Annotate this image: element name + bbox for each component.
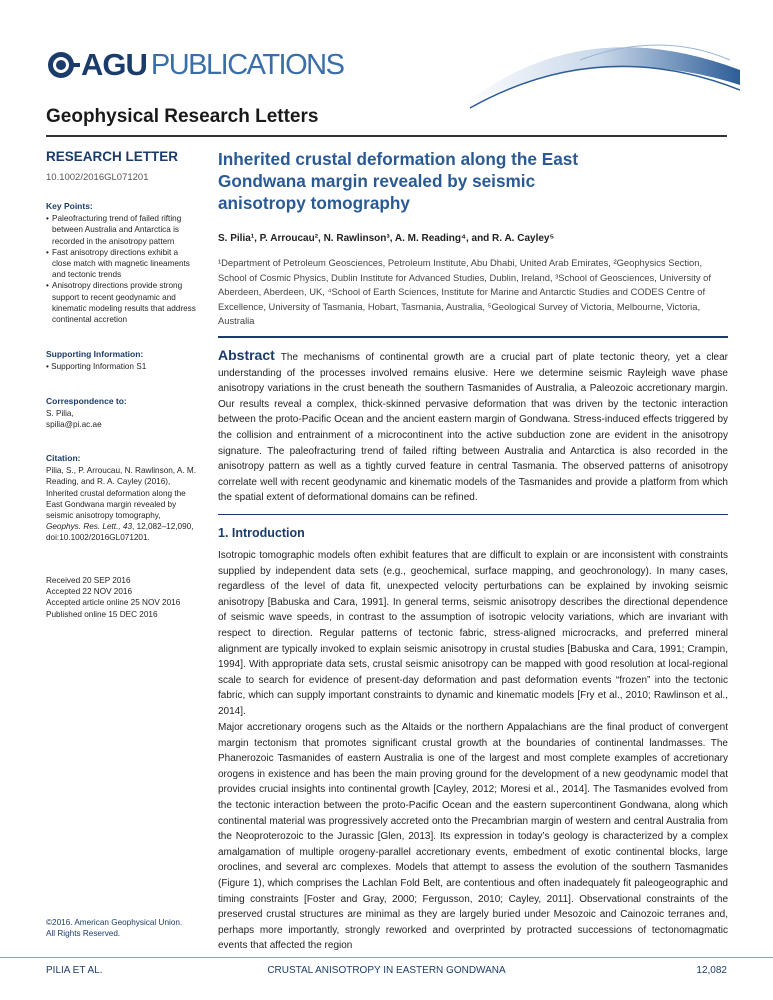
header-globe-swoosh	[460, 30, 740, 110]
copyright	[46, 917, 196, 939]
key-point: • Paleofracturing trend of failed rifting between Australia and Antarctica is recorded in the anisotropy pattern	[46, 213, 196, 247]
citation	[46, 453, 196, 544]
key-point: • Fast anisotropy directions exhibit a close match with magnetic lineaments and tectonic trends	[46, 247, 196, 281]
citation-text-a: Pilia, S., P. Arroucau, N. Rawlinson, A. M. Reading, and R. A. Cayley (2016), Inherited crustal deformation along the East Gondwana margin revealed by seismic anisotropy tomography,	[46, 466, 197, 521]
abstract-text: The mechanisms of continental growth are a crucial part of plate tectonic theory, yet a clear understanding of the processes involved remains elusive. Here we determine seismic Rayleigh wave phase anisotropy variations in the crust beneath the southern Tasmanides of Australia, a Paleozoic accretionary margin. Our results reveal a complex, thick-skinned pervasive deformation that was driven by the tectonic interaction between the proto-Pacific Ocean and the ancient eastern margin of Gondwana. Stress-induced effects triggered by the collision and entrainment of a microcontinent into the active subduction zone are evident in the anisotropy signature. The paleofracturing trend of failed rifting between Australia and Antarctica is also recorded in the anisotropy pattern as well as a tightly curved feature in central Tasmania. The observed patterns of anisotropy correlate well with recent geodynamic and kinematic models of the Tasmanides and provide a platform from which the spatial extent of deformational domains can be refined.	[218, 352, 728, 504]
key-points-label: Key Points:	[46, 201, 93, 211]
logo-agu-text: AGU	[81, 47, 147, 82]
body-paragraph-2: Major accretionary orogens such as the Altaids or the northern Appalachians are the final product of convergent margin tectonism that promotes significant crustal growth at the boundaries of continental landmasses. The Phanerozoic Tasmanides of eastern Australia is one of the largest and most complete examples of accretionary orogens in existence and has been the main proving ground for the development of a new geodynamic model that provides crucial insights into continental growth [Cayley, 2012; Moresi et al., 2014]. The Tasmanides evolved from the tectonic interaction between the proto-Pacific Ocean and the eastern supercontinent Gondwana, along which continental material was progressively accreted onto the Precambrian margin of western and central Australia from the Neoproterozoic to the Jurassic [Glen, 2013]. Its expression in today’s geology is characterized by a complex amalgamation of multiple orogeny-parallel accretionary events, embedment of exotic continental blocks, large oroclines, and several arc complexes. Models that attempt to assess the evolution of the southern Tasmanides (Figure 1), which comprises the Lachlan Fold Belt, are contentious and often inadequately fit paleogeographic and timing constraints [Foster and Gray, 2000; Fergusson, 2010; Cayley, 2011]. Observational constraints of the preserved crustal structures are minimal as they are largely buried under Mesozoic and Cainozoic terranes and, perhaps more importantly, strongly reworked and overprinted by protracted successions of tectonomagmatic events that affected the region	[218, 722, 728, 952]
section-heading: 1. Introduction	[218, 526, 305, 540]
article-type: RESEARCH LETTER	[46, 149, 179, 164]
journal-title: Geophysical Research Letters	[46, 106, 319, 127]
footer-authors: PILIA ET AL.	[46, 965, 103, 976]
copyright-line-2: All Rights Reserved.	[46, 929, 121, 939]
key-point: • Anisotropy directions provide strong support to recent geodynamic and kinematic modeling results that address continental accretion	[46, 280, 196, 325]
correspondence	[46, 396, 196, 431]
citation-journal: Geophys. Res. Lett., 43	[46, 522, 133, 532]
date-accepted-online: Accepted article online 25 NOV 2016	[46, 598, 181, 608]
article-title: Inherited crustal deformation along the East Gondwana margin revealed by seismic anisotropy tomography	[218, 149, 579, 213]
article-authors: S. Pilia¹, P. Arroucau², N. Rawlinson³, A. M. Reading⁴, and R. A. Cayley⁵	[218, 233, 555, 244]
citation-label: Citation:	[46, 453, 81, 463]
key-points-list	[46, 213, 196, 325]
abstract-bottom-rule	[218, 514, 728, 515]
abstract-label: Abstract	[218, 347, 275, 363]
abstract-top-rule	[218, 336, 728, 338]
article-doi[interactable]: 10.1002/2016GL071201	[46, 172, 149, 183]
supporting-item[interactable]: • Supporting Information S1	[46, 362, 147, 372]
footer-divider	[0, 957, 773, 958]
footer-running-title: CRUSTAL ANISOTROPY IN EASTERN GONDWANA	[267, 965, 506, 976]
author-affiliations: ¹Department of Petroleum Geosciences, Petroleum Institute, Abu Dhabi, United Arab Emirates, ²Geophysics Section, School of Cosmic Physics, Dublin Institute for Advanced Studies, Dublin, Ireland, ³School of Geosciences, University of Aberdeen, Aberdeen, UK, ⁴School of Earth Sciences, Institute for Marine and Antarctic Studies and CODES Centre of Excellence, University of Tasmania, Hobart, Tasmania, Australia, ⁵Geological Survey of Victoria, Melbourne, Victoria, Australia	[218, 257, 711, 327]
correspondence-email[interactable]: spilia@pi.ac.ae	[46, 420, 102, 430]
correspondence-name: S. Pilia,	[46, 409, 74, 419]
citation-text	[46, 465, 196, 543]
footer-page-number: 12,082	[696, 965, 727, 976]
agu-logo	[46, 48, 343, 82]
article-dates	[46, 575, 196, 620]
correspondence-label: Correspondence to:	[46, 396, 127, 406]
agu-globe-icon	[46, 50, 80, 80]
key-points	[46, 201, 196, 325]
date-accepted: Accepted 22 NOV 2016	[46, 587, 133, 597]
supporting-info	[46, 349, 196, 372]
citation-text-b: , 12,082–12,090, doi:10.1002/2016GL071201.	[46, 522, 194, 543]
copyright-line-1: ©2016. American Geophysical Union.	[46, 918, 183, 927]
body-paragraph-1: Isotropic tomographic models often exhibit features that are difficult to explain or are inconsistent with constraints supplied by independent data sets (e.g., geochemical, surface mapping, and geochronology). In many cases, regardless of the level of data fit, unexpected velocity perturbations can be explained by invoking seismic anisotropy [Babuska and Cara, 1991]. In general terms, seismic anisotropy describes the directional dependence of seismic wave speeds, in contrast to the assumption of isotropic velocity variations, which are invariant with respect to direction. Regular patterns of tectonic fabric, stress-aligned microcracks, and preferred mineral alignment are typically invoked to explain seismic anisotropy in crustal studies [Babuska and Cara, 1991; Crampin, 1994]. With appropriate data sets, crustal seismic anisotropy can be mapped with good resolution at local-regional scale to search for evidence of present-day deformation and past deformation events “frozen” into the tectonic fabric, which can supply important constraints to dynamic and kinematic models [Fry et al., 2010; Rawlinson et al., 2014].	[218, 550, 728, 717]
supporting-label: Supporting Information:	[46, 349, 144, 359]
logo-publications-text: PUBLICATIONS	[150, 48, 344, 81]
date-received: Received 20 SEP 2016	[46, 576, 131, 585]
header-divider	[46, 135, 727, 137]
supporting-item-text[interactable]: Supporting Information S1	[51, 362, 147, 372]
date-published: Published online 15 DEC 2016	[46, 609, 158, 619]
abstract	[218, 348, 728, 506]
